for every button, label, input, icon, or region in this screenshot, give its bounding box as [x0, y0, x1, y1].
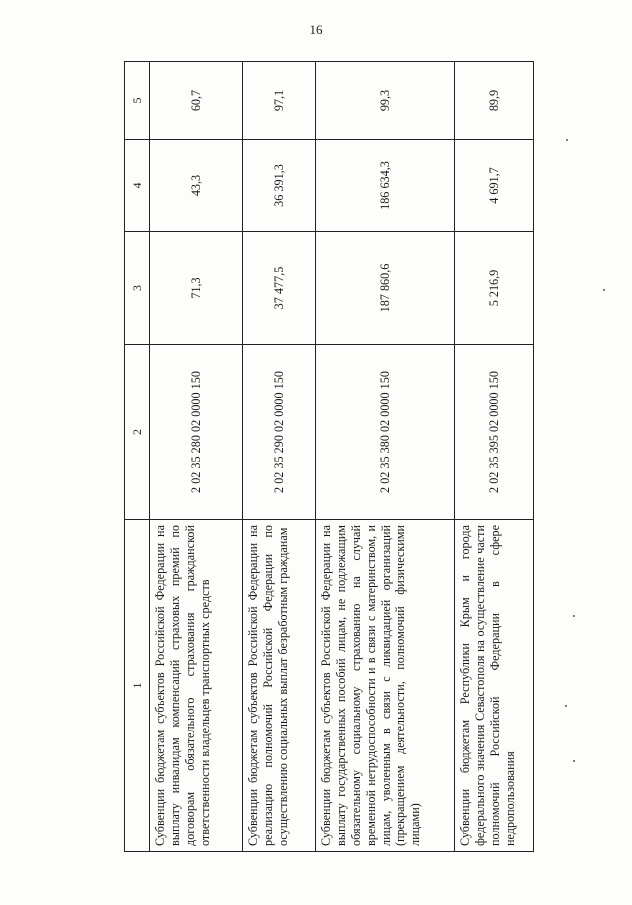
table-row	[316, 62, 455, 852]
row-description: Субвенции бюджетам субъектов Российской Федерации на выплату государственных пособий лицам, не подлежащим обязательному социальному страхованию на случай временной нетрудоспособности и в связи с материнством, и лицам, уволенным в связи с ликвидацией организаций (прекращением деятельности, полномочий физическими лицами)	[316, 520, 455, 852]
row-col3-value: 37 477,5	[243, 232, 316, 345]
table-header-row	[125, 62, 150, 852]
page-number: 16	[309, 22, 323, 37]
table-row	[455, 62, 534, 852]
landscape-page-content	[124, 62, 517, 852]
row-budget-code: 2 02 35 395 02 0000 150	[455, 345, 534, 520]
row-col3-value: 5 216,9	[455, 232, 534, 345]
row-description: Субвенции бюджетам субъектов Российской Федерации на выплату инвалидам компенсаций страховых премий по договорам обязательного страхования гражданской ответственности владельцев транспортных средств	[150, 520, 243, 852]
row-description: Субвенции бюджетам субъектов Российской Федерации на реализацию полномочий Российской Федерации по осуществлению социальных выплат безработным гражданам	[243, 520, 316, 852]
header-col-4: 4	[125, 140, 150, 232]
row-description: Субвенции бюджетам Республики Крым и города федерального значения Севастополя на осуществление части полномочий Российской Федерации в сфере недропользования	[455, 520, 534, 852]
row-col4-value: 186 634,3	[316, 140, 455, 232]
budget-table	[124, 61, 534, 852]
row-col5-value: 89,9	[455, 62, 534, 140]
row-col5-value: 99,3	[316, 62, 455, 140]
scan-speck	[573, 760, 575, 762]
header-col-5: 5	[125, 62, 150, 140]
table-row	[150, 62, 243, 852]
header-col-2: 2	[125, 345, 150, 520]
row-col5-value: 97,1	[243, 62, 316, 140]
row-col4-value: 43,3	[150, 140, 243, 232]
scan-speck	[603, 289, 605, 291]
header-col-1: 1	[125, 520, 150, 852]
row-budget-code: 2 02 35 380 02 0000 150	[316, 345, 455, 520]
scan-speck	[565, 705, 567, 707]
row-col5-value: 60,7	[150, 62, 243, 140]
row-budget-code: 2 02 35 290 02 0000 150	[243, 345, 316, 520]
scan-speck	[566, 139, 568, 141]
row-col4-value: 4 691,7	[455, 140, 534, 232]
row-col4-value: 36 391,3	[243, 140, 316, 232]
header-col-3: 3	[125, 232, 150, 345]
scan-speck	[573, 615, 575, 617]
row-col3-value: 71,3	[150, 232, 243, 345]
rotated-table-frame	[124, 62, 517, 852]
row-col3-value: 187 860,6	[316, 232, 455, 345]
row-budget-code: 2 02 35 280 02 0000 150	[150, 345, 243, 520]
table-row	[243, 62, 316, 852]
